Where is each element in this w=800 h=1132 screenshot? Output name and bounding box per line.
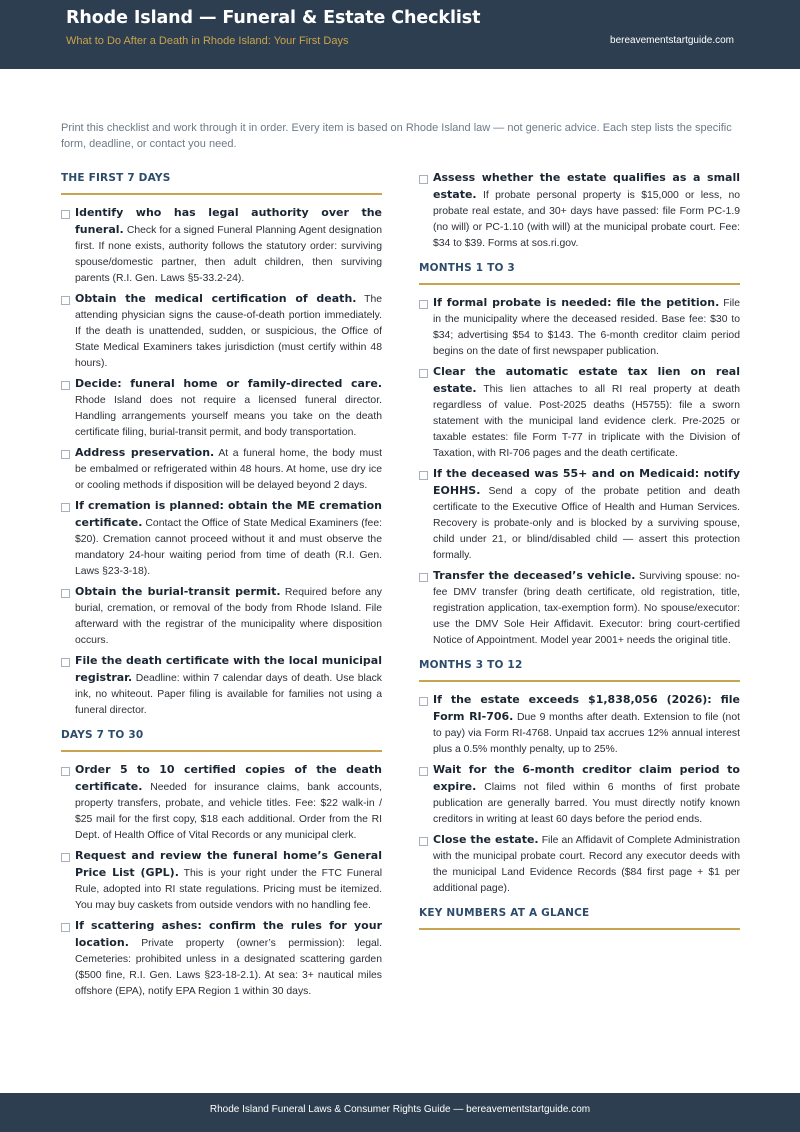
- checkbox-icon[interactable]: [61, 450, 70, 459]
- checklist-first-7-days: [61, 205, 382, 719]
- site-link[interactable]: bereavementstartguide.com: [610, 35, 734, 46]
- checklist-item-title: Obtain the burial-transit permit.: [75, 585, 281, 598]
- checkbox-icon[interactable]: [419, 573, 428, 582]
- checklist-item-text: This lien attaches to all RI real property at death regardless of value. Post-2025 deaths (H5755): file a sworn statement with the municipal land evidence clerk. Pre-2025 or taxable estates: file Form T-77 in triplicate with the Division of Taxation, with RI-706 pages and the death certificate.: [433, 384, 740, 459]
- checklist-item-text: Private property (owner’s permission): legal. Cemeteries: prohibited unless in a designated scattering garden ($500 fine, R.I. Gen. Laws §23-18-2.1). At sea: 3+ nautical miles offshore (EPA), notify EPA Region 1 within 30 days.: [75, 938, 382, 997]
- checkbox-icon[interactable]: [419, 300, 428, 309]
- checkbox-icon[interactable]: [61, 589, 70, 598]
- intro-text: Print this checklist and work through it in order. Every item is based on Rhode Island law — not generic advice. Each step lists the specific form, deadline, or contact you need.: [61, 122, 732, 150]
- checklist-item-text: Due 9 months after death. Extension to file (not to pay) via Form RI-4768. Unpaid tax accrues 12% annual interest plus a 0.5% monthly penalty, up to 25%.: [433, 712, 740, 755]
- checklist-item-title: If formal probate is needed: file the petition.: [433, 296, 720, 309]
- checklist-item-text: Surviving spouse: no-fee DMV transfer (bring death certificate, old registration, title, registration application, tax-exemption form). No spouse/executor: use the DMV Sole Heir Affidavit. Executor: bring court-certified Notice of Appointment. Model year 2001+ needs the original title.: [433, 571, 741, 646]
- checklist-item-title: If scattering ashes: confirm the rules for your location.: [75, 919, 382, 949]
- checkbox-icon[interactable]: [419, 369, 428, 378]
- checkbox-icon[interactable]: [61, 296, 70, 305]
- checklist-item-title: Identify who has legal authority over the funeral.: [75, 206, 382, 236]
- checkbox-icon[interactable]: [61, 658, 70, 667]
- checklist-item-text: File in the municipality where the deceased resided. Base fee: $30 to $34; advertising $54 to $143. The 6-month creditor claim period begins on the date of first newspaper publication.: [433, 298, 740, 357]
- checkbox-icon[interactable]: [61, 210, 70, 219]
- checkbox-icon[interactable]: [419, 697, 428, 706]
- checklist-item-text: This is your right under the FTC Funeral Rule, adopted into RI state regulations. Pricing must be itemized. You may buy caskets from outside vendors with no handling fee.: [75, 868, 383, 911]
- checklist-months-3-to-12: [419, 692, 740, 897]
- checklist-item-text: Send a copy of the probate petition and death certificate to the Executive Office of Health and Human Services. Recovery is probate-only and is blocked by a surviving spouse, child under 21, or blind/disabled child — assert this protection formally.: [433, 486, 740, 561]
- checklist-item: [419, 466, 740, 564]
- checklist-item: [61, 848, 382, 914]
- checkbox-icon[interactable]: [61, 923, 70, 932]
- right-column: [419, 170, 740, 940]
- section-heading-first-7-days: THE FIRST 7 DAYS: [61, 172, 382, 195]
- checklist-item: [61, 584, 382, 649]
- checklist-item: [61, 376, 382, 441]
- checklist-item: [61, 653, 382, 719]
- checklist-item-text: Contact the Office of State Medical Examiners (fee: $20). Cremation cannot proceed without it and must observe the mandatory 24-hour waiting period from time of death (R.I. Gen. Laws §23-3-18).: [75, 518, 382, 577]
- checklist-item: [419, 692, 740, 758]
- checklist-item-text: Claims not filed within 6 months of first probate publication are generally barred. You must directly notify known creditors in writing at least 60 days before the period ends.: [433, 782, 740, 825]
- checklist-item-title: Request and review the funeral home’s General Price List (GPL).: [75, 849, 382, 879]
- page-header: [0, 0, 800, 69]
- document-subtitle: What to Do After a Death in Rhode Island: Your First Days: [66, 35, 349, 47]
- checklist-item-title: Transfer the deceased’s vehicle.: [433, 569, 636, 582]
- checklist-item: [419, 762, 740, 828]
- checklist-item-title: Wait for the 6-month creditor claim period to expire.: [433, 763, 740, 793]
- checkbox-icon[interactable]: [61, 503, 70, 512]
- checklist-item-title: Order 5 to 10 certified copies of the death certificate.: [75, 763, 382, 793]
- checklist-item: [61, 918, 382, 1000]
- checklist-item-text: The attending physician signs the cause-of-death portion immediately. If the death is unattended, sudden, or suspicious, the Office of State Medical Examiners takes jurisdiction (must certify within 48 hours).: [75, 294, 382, 369]
- checkbox-icon[interactable]: [419, 471, 428, 480]
- checklist-item-text: If probate personal property is $15,000 or less, no probate real estate, and 30+ days have passed: file Form PC-1.9 (no will) or PC-1.10 (with will) at the municipal probate court. Fee: $34 to $39. Forms at sos.ri.gov.: [433, 190, 740, 249]
- page-footer: Rhode Island Funeral Laws & Consumer Rights Guide — bereavementstartguide.com: [0, 1093, 800, 1132]
- checklist-item-text: Rhode Island does not require a licensed funeral director. Handling arrangements yourself means you take on the death certificate filing, burial-transit permit, and body transportation.: [75, 395, 382, 438]
- checklist-months-1-to-3: [419, 295, 740, 649]
- section-heading-months-1-to-3: MONTHS 1 TO 3: [419, 262, 740, 285]
- checklist-item: [419, 364, 740, 462]
- checklist-item-title: Address preservation.: [75, 446, 215, 459]
- checklist-item-title: If the deceased was 55+ and on Medicaid: notify EOHHS.: [433, 467, 740, 497]
- checklist-item: [61, 291, 382, 372]
- checklist-item: [419, 170, 740, 252]
- checklist-item-text: File an Affidavit of Complete Administration with the municipal probate court. Record any executor deeds with the municipal Land Evidence Records ($84 first page + $1 per additional page).: [433, 835, 740, 894]
- checklist-item-title: If cremation is planned: obtain the ME cremation certificate.: [75, 499, 382, 529]
- checklist-item-title: Close the estate.: [433, 833, 539, 846]
- checkbox-icon[interactable]: [61, 853, 70, 862]
- checklist-item: [61, 205, 382, 287]
- checklist-item: [61, 445, 382, 494]
- checklist-item-text: Required before any burial, cremation, or removal of the body from Rhode Island. File afterward with the registrar of the municipality where disposition occurs.: [75, 587, 382, 646]
- checklist-item: [61, 498, 382, 580]
- checklist-item-text: At a funeral home, the body must be embalmed or refrigerated within 48 hours. At home, use dry ice or cooling methods if disposition will be delayed beyond 2 days.: [75, 448, 383, 491]
- checklist-item: [419, 832, 740, 897]
- checklist-item: [419, 568, 740, 649]
- section-heading-key-numbers: KEY NUMBERS AT A GLANCE: [419, 907, 740, 930]
- document-title: Rhode Island — Funeral & Estate Checklist: [66, 8, 481, 28]
- section-heading-days-7-to-30: DAYS 7 TO 30: [61, 729, 382, 752]
- section-heading-months-3-to-12: MONTHS 3 TO 12: [419, 659, 740, 682]
- checkbox-icon[interactable]: [61, 767, 70, 776]
- checklist-item-text: Check for a signed Funeral Planning Agent designation first. If none exists, authority follows the statutory order: surviving spouse/domestic partner, then adult children, then surviving parents (R.I. Gen. Laws §5-33.2-24).: [75, 225, 383, 284]
- checklist-item-title: Obtain the medical certification of death.: [75, 292, 357, 305]
- checklist-item-title: Clear the automatic estate tax lien on real estate.: [433, 365, 740, 395]
- checklist-item-title: If the estate exceeds $1,838,056 (2026): file Form RI-706.: [433, 693, 740, 723]
- checkbox-icon[interactable]: [419, 175, 428, 184]
- checkbox-icon[interactable]: [419, 837, 428, 846]
- left-column: [61, 172, 382, 1004]
- checklist-item-text: Needed for insurance claims, bank accounts, property transfers, probate, and vehicle titles. Fee: $22 walk-in / $25 mail for the first copy, $18 each additional. Order from the RI Dept. of Health Office of Vital Records or any municipal clerk.: [75, 782, 382, 841]
- checklist-item: [61, 762, 382, 844]
- checklist-item: [419, 295, 740, 360]
- checklist-small-estate: [419, 170, 740, 252]
- checkbox-icon[interactable]: [61, 381, 70, 390]
- checklist-item-title: Assess whether the estate qualifies as a small estate.: [433, 171, 740, 201]
- checklist-item-title: File the death certificate with the local municipal registrar.: [75, 654, 382, 684]
- checkbox-icon[interactable]: [419, 767, 428, 776]
- checklist-item-text: Deadline: within 7 calendar days of death. Use black ink, no whiteout. Paper filing is available for families not using a funeral director.: [75, 673, 383, 716]
- checklist-days-7-to-30: [61, 762, 382, 1000]
- checklist-item-title: Decide: funeral home or family-directed care.: [75, 377, 382, 390]
